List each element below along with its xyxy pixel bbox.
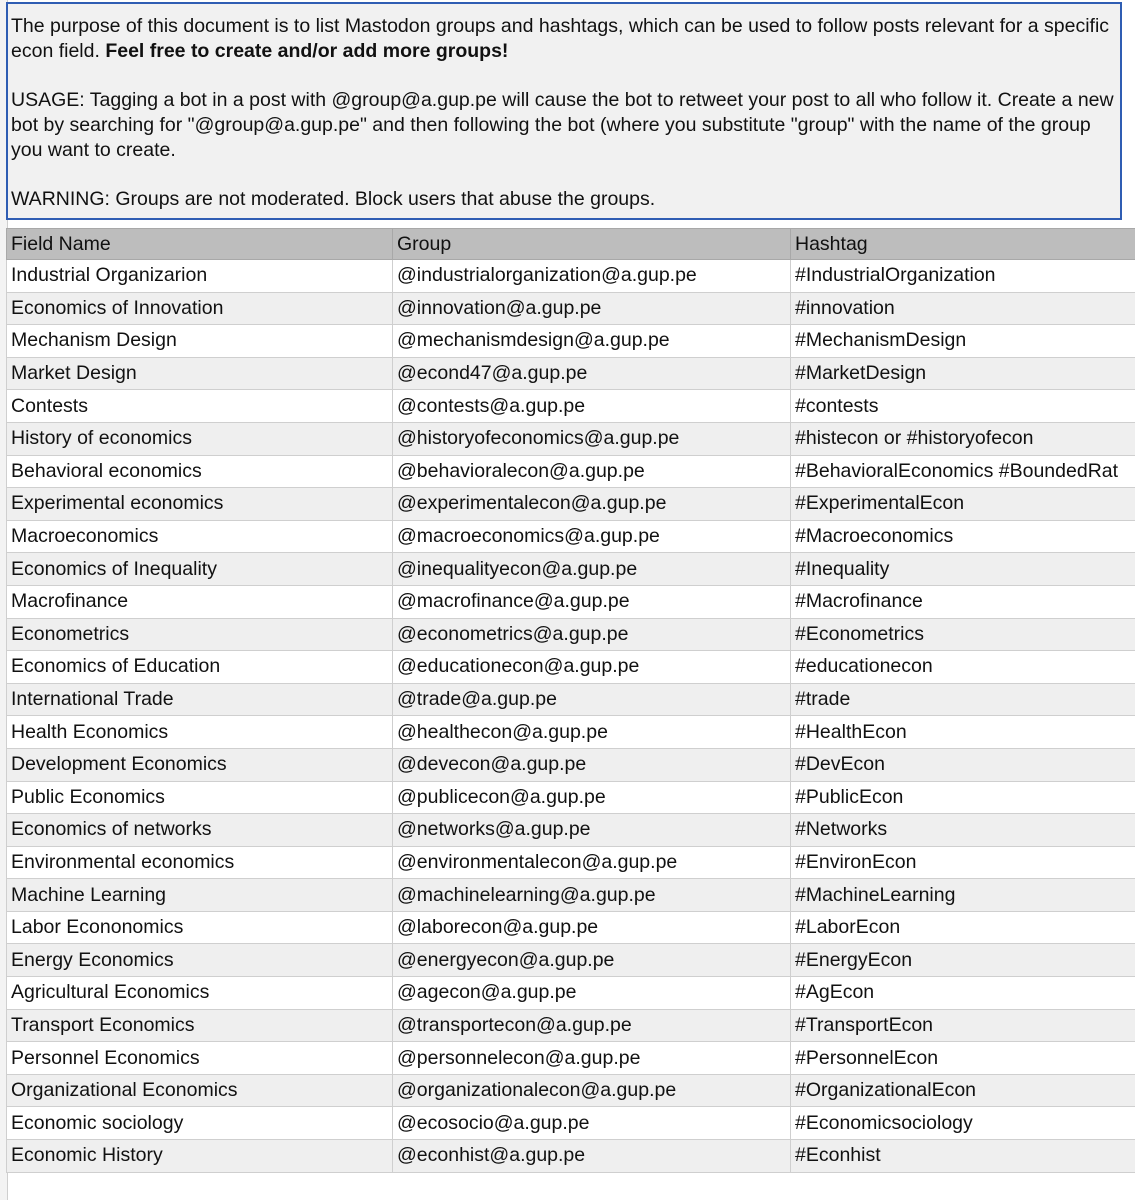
- table-row: [7, 748, 1135, 781]
- table-row: [7, 911, 1135, 944]
- hashtag-cell[interactable]: #IndustrialOrganization: [791, 260, 1135, 293]
- hashtag-cell[interactable]: #Economicsociology: [791, 1107, 1135, 1140]
- hashtag-cell[interactable]: #Macroeconomics: [791, 520, 1135, 553]
- field-name-cell[interactable]: Public Economics: [7, 781, 393, 814]
- hashtag-cell[interactable]: #ExperimentalEcon: [791, 488, 1135, 521]
- group-cell[interactable]: @networks@a.gup.pe: [393, 814, 791, 847]
- table-row: [7, 260, 1135, 293]
- field-name-cell[interactable]: Transport Economics: [7, 1009, 393, 1042]
- group-cell[interactable]: @behavioralecon@a.gup.pe: [393, 455, 791, 488]
- group-cell[interactable]: @educationecon@a.gup.pe: [393, 651, 791, 684]
- header-row: [7, 229, 1135, 260]
- header-group[interactable]: Group: [393, 229, 791, 260]
- note-cell[interactable]: [6, 2, 1122, 220]
- field-name-cell[interactable]: Macrofinance: [7, 585, 393, 618]
- field-name-cell[interactable]: Econometrics: [7, 618, 393, 651]
- group-cell[interactable]: @econometrics@a.gup.pe: [393, 618, 791, 651]
- field-name-cell[interactable]: Economics of Education: [7, 651, 393, 684]
- field-name-cell[interactable]: Industrial Organizarion: [7, 260, 393, 293]
- field-name-cell[interactable]: Contests: [7, 390, 393, 423]
- group-cell[interactable]: @personnelecon@a.gup.pe: [393, 1042, 791, 1075]
- group-cell[interactable]: @trade@a.gup.pe: [393, 683, 791, 716]
- table-row: [7, 977, 1135, 1010]
- warning-text: WARNING: Groups are not moderated. Block users that abuse the groups.: [11, 188, 656, 210]
- table-row: [7, 944, 1135, 977]
- group-cell[interactable]: @macrofinance@a.gup.pe: [393, 585, 791, 618]
- field-name-cell[interactable]: Agricultural Economics: [7, 977, 393, 1010]
- group-cell[interactable]: @transportecon@a.gup.pe: [393, 1009, 791, 1042]
- table-row: [7, 357, 1135, 390]
- group-cell[interactable]: @agecon@a.gup.pe: [393, 977, 791, 1010]
- table-row: [7, 585, 1135, 618]
- field-name-cell[interactable]: Economic History: [7, 1140, 393, 1173]
- table-row: [7, 618, 1135, 651]
- table-row: [7, 292, 1135, 325]
- group-cell[interactable]: @laborecon@a.gup.pe: [393, 911, 791, 944]
- table-row: [7, 325, 1135, 358]
- table-row: [7, 846, 1135, 879]
- header-hashtag[interactable]: Hashtag: [791, 229, 1135, 260]
- table-row: [7, 553, 1135, 586]
- group-cell[interactable]: @publicecon@a.gup.pe: [393, 781, 791, 814]
- hashtag-cell[interactable]: #BehavioralEconomics #BoundedRat: [791, 455, 1135, 488]
- group-cell[interactable]: @industrialorganization@a.gup.pe: [393, 260, 791, 293]
- hashtag-cell[interactable]: #contests: [791, 390, 1135, 423]
- field-name-cell[interactable]: Labor Econonomics: [7, 911, 393, 944]
- field-name-cell[interactable]: International Trade: [7, 683, 393, 716]
- purpose-text: [11, 14, 1116, 64]
- hashtag-cell[interactable]: #Econhist: [791, 1140, 1135, 1173]
- group-cell[interactable]: @econhist@a.gup.pe: [393, 1140, 791, 1173]
- table-row: [7, 390, 1135, 423]
- table-row: [7, 520, 1135, 553]
- field-name-cell[interactable]: History of economics: [7, 422, 393, 455]
- hashtag-cell[interactable]: #LaborEcon: [791, 911, 1135, 944]
- table-row: [7, 651, 1135, 684]
- field-name-cell[interactable]: Experimental economics: [7, 488, 393, 521]
- table-row: [7, 814, 1135, 847]
- hashtag-cell[interactable]: #Macrofinance: [791, 585, 1135, 618]
- group-cell[interactable]: @econd47@a.gup.pe: [393, 357, 791, 390]
- hashtag-cell[interactable]: #HealthEcon: [791, 716, 1135, 749]
- table-row: [7, 781, 1135, 814]
- hashtag-cell[interactable]: #PublicEcon: [791, 781, 1135, 814]
- header-field-name[interactable]: Field Name: [7, 229, 393, 260]
- table-row: [7, 422, 1135, 455]
- table-row: [7, 1042, 1135, 1075]
- hashtag-cell[interactable]: #OrganizationalEcon: [791, 1074, 1135, 1107]
- group-cell[interactable]: @healthecon@a.gup.pe: [393, 716, 791, 749]
- group-cell[interactable]: @historyofeconomics@a.gup.pe: [393, 422, 791, 455]
- table-row: [7, 488, 1135, 521]
- field-name-cell[interactable]: Mechanism Design: [7, 325, 393, 358]
- group-cell[interactable]: @environmentalecon@a.gup.pe: [393, 846, 791, 879]
- group-cell[interactable]: @macroeconomics@a.gup.pe: [393, 520, 791, 553]
- field-name-cell[interactable]: Economics of networks: [7, 814, 393, 847]
- group-cell[interactable]: @mechanismdesign@a.gup.pe: [393, 325, 791, 358]
- group-cell[interactable]: @devecon@a.gup.pe: [393, 748, 791, 781]
- table-row: [7, 1074, 1135, 1107]
- field-name-cell[interactable]: Health Economics: [7, 716, 393, 749]
- field-name-cell[interactable]: Personnel Economics: [7, 1042, 393, 1075]
- table-row: [7, 879, 1135, 912]
- hashtag-cell[interactable]: #MechanismDesign: [791, 325, 1135, 358]
- group-cell[interactable]: @innovation@a.gup.pe: [393, 292, 791, 325]
- group-cell[interactable]: @experimentalecon@a.gup.pe: [393, 488, 791, 521]
- field-name-cell[interactable]: Economic sociology: [7, 1107, 393, 1140]
- field-name-cell[interactable]: Macroeconomics: [7, 520, 393, 553]
- field-name-cell[interactable]: Machine Learning: [7, 879, 393, 912]
- usage-text: USAGE: Tagging a bot in a post with @group@a.gup.pe will cause the bot to retweet your post to all who follow it. Create a new bot by searching for "@group@a.gup.pe" and then following the bot (where you substitute "group" with the name of the group you want to create.: [11, 89, 1114, 161]
- hashtag-cell[interactable]: #educationecon: [791, 651, 1135, 684]
- hashtag-cell[interactable]: #MarketDesign: [791, 357, 1135, 390]
- hashtag-cell[interactable]: #Inequality: [791, 553, 1135, 586]
- hashtag-cell[interactable]: #PersonnelEcon: [791, 1042, 1135, 1075]
- field-name-cell[interactable]: Environmental economics: [7, 846, 393, 879]
- hashtag-cell[interactable]: #AgEcon: [791, 977, 1135, 1010]
- hashtag-cell[interactable]: #Networks: [791, 814, 1135, 847]
- purpose-bold: Feel free to create and/or add more groups!: [105, 40, 509, 62]
- field-name-cell[interactable]: Behavioral economics: [7, 455, 393, 488]
- group-cell[interactable]: @ecosocio@a.gup.pe: [393, 1107, 791, 1140]
- table-row: [7, 455, 1135, 488]
- field-name-cell[interactable]: Market Design: [7, 357, 393, 390]
- field-name-cell[interactable]: Economics of Inequality: [7, 553, 393, 586]
- field-name-cell[interactable]: Development Economics: [7, 748, 393, 781]
- hashtag-cell[interactable]: #EnvironEcon: [791, 846, 1135, 879]
- table-row: [7, 1140, 1135, 1173]
- table-row: [7, 683, 1135, 716]
- table-row: [7, 1009, 1135, 1042]
- group-cell[interactable]: @organizationalecon@a.gup.pe: [393, 1074, 791, 1107]
- field-name-cell[interactable]: Economics of Innovation: [7, 292, 393, 325]
- field-name-cell[interactable]: Organizational Economics: [7, 1074, 393, 1107]
- hashtag-cell[interactable]: #DevEcon: [791, 748, 1135, 781]
- field-name-cell[interactable]: Energy Economics: [7, 944, 393, 977]
- group-cell[interactable]: @machinelearning@a.gup.pe: [393, 879, 791, 912]
- hashtag-cell[interactable]: #histecon or #historyofecon: [791, 422, 1135, 455]
- hashtag-cell[interactable]: #TransportEcon: [791, 1009, 1135, 1042]
- group-cell[interactable]: @contests@a.gup.pe: [393, 390, 791, 423]
- group-cell[interactable]: @energyecon@a.gup.pe: [393, 944, 791, 977]
- hashtag-cell[interactable]: #EnergyEcon: [791, 944, 1135, 977]
- groups-table: [6, 228, 1135, 1173]
- hashtag-cell[interactable]: #innovation: [791, 292, 1135, 325]
- table-row: [7, 1107, 1135, 1140]
- purpose-prefix: The purpose of this document is to list Mastodon groups and hashtags, which can be used to follow posts relevant for a specific econ field.: [11, 15, 1110, 62]
- table-row: [7, 716, 1135, 749]
- group-cell[interactable]: @inequalityecon@a.gup.pe: [393, 553, 791, 586]
- hashtag-cell[interactable]: #MachineLearning: [791, 879, 1135, 912]
- hashtag-cell[interactable]: #trade: [791, 683, 1135, 716]
- hashtag-cell[interactable]: #Econometrics: [791, 618, 1135, 651]
